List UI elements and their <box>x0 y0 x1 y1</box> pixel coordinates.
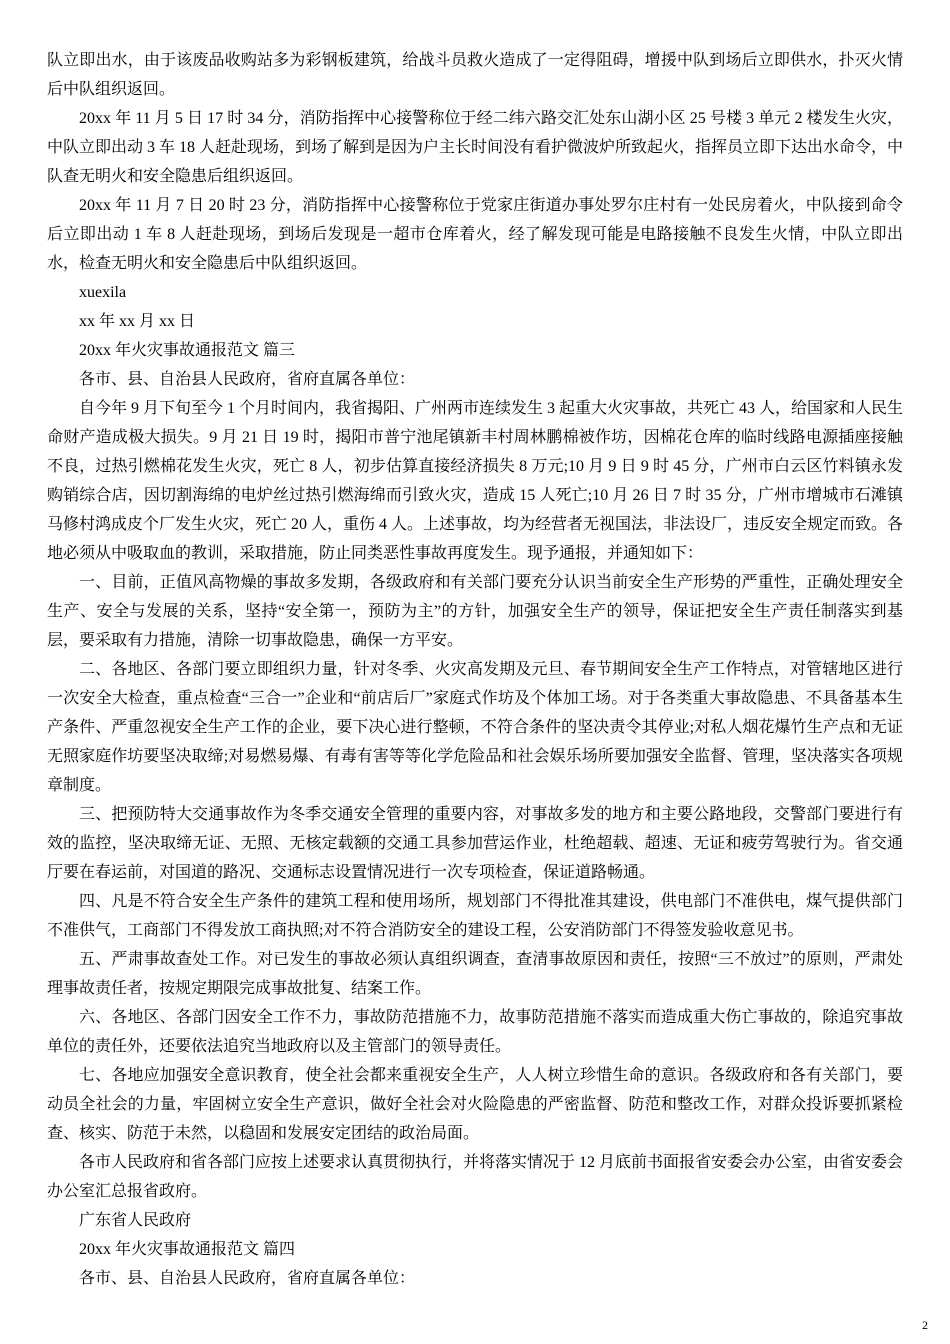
paragraph: 各市人民政府和省各部门应按上述要求认真贯彻执行，并将落实情况于 12 月底前书面报省安委会办公室，由省安委会办公室汇总报省政府。 <box>47 1154 904 1200</box>
paragraph: 20xx 年火灾事故通报范文 篇三 <box>79 342 296 359</box>
paragraph: 20xx 年 11 月 7 日 20 时 23 分，消防指挥中心接警称位于党家庄街道办事处罗尔庄村有一处民房着火，中队接到命令后立即出动 1 车 8 人赶赴现场，到场后发现是一超市仓库着火，经了解发现可能是电路接触不良发生火情，中队立即出水，检查无明火和安全隐患后中队组织返回。 <box>47 197 903 272</box>
paragraph: 六、各地区、各部门因安全工作不力，事故防范措施不力，故事防范措施不落实而造成重大伤亡事故的，除追究事故单位的责任外，还要依法追究当地政府以及主管部门的领导责任。 <box>47 1009 903 1055</box>
paragraph: 一、目前，正值风高物燥的事故多发期，各级政府和有关部门要充分认识当前安全生产形势的严重性，正确处理安全生产、安全与发展的关系，坚持“安全第一，预防为主”的方针，加强安全生产的领导，保证把安全生产责任制落实到基层，要采取有力措施，清除一切事故隐患，确保一方平安。 <box>47 574 903 649</box>
paragraph: 各市、县、自治县人民政府，省府直属各单位： <box>79 1270 416 1287</box>
paragraph: 四、凡是不符合安全生产条件的建筑工程和使用场所，规划部门不得批准其建设，供电部门不准供电，煤气提供部门不准供气，工商部门不得发放工商执照;对不符合消防安全的建设工程，公安消防部门不得签发验收意见书。 <box>47 893 903 939</box>
paragraph: 五、严肃事故查处工作。对已发生的事故必须认真组织调查，查清事故原因和责任，按照“三不放过”的原则，严肃处理事故责任者，按规定期限完成事故批复、结案工作。 <box>47 951 903 997</box>
paragraph: xx 年 xx 月 xx 日 <box>79 313 196 330</box>
paragraph: 各市、县、自治县人民政府，省府直属各单位： <box>79 371 416 388</box>
paragraph: 广东省人民政府 <box>79 1212 192 1229</box>
page-footer <box>922 1318 928 1332</box>
paragraph: 自今年 9 月下旬至今 1 个月时间内，我省揭阳、广州两市连续发生 3 起重大火灾事故，共死亡 43 人，给国家和人民生命财产造成极大损失。9 月 21 日 19 时，揭阳市普宁池尾镇新丰村周林鹏棉被作坊，因棉花仓库的临时线路电源插座接触不良，过热引燃棉花发生火灾，死亡 8 人，初步估算直接经济损失 8 万元;10 月 9 日 9 时 45 分，广州市白云区竹料镇永发购销综合店，因切割海绵的电炉丝过热引燃海绵而引致火灾，造成 15 人死亡;10 月 26 日 7 时 35 分，广州市增城市石滩镇马修村鸿成皮个厂发生火灾，死亡 20 人，重伤 4 人。上述事故，均为经营者无视国法，非法设厂，违反安全规定而致。各地必须从中吸取血的教训，采取措施，防止同类恶性事故再度发生。现予通报，并通知如下： <box>47 400 904 562</box>
paragraph: 七、各地应加强安全意识教育，使全社会都来重视安全生产，人人树立珍惜生命的意识。各级政府和各有关部门，要动员全社会的力量，牢固树立安全生产意识，做好全社会对火险隐患的严密监督、防范和整改工作，对群众投诉要抓紧检查、核实、防范于未然，以稳固和发展安定团结的政治局面。 <box>47 1067 903 1142</box>
paragraph: 队立即出水，由于该废品收购站多为彩钢板建筑，给战斗员救火造成了一定得阻碍，增援中队到场后立即供水，扑灭火情后中队组织返回。 <box>47 52 903 98</box>
paragraph: 三、把预防特大交通事故作为冬季交通安全管理的重要内容，对事故多发的地方和主要公路地段，交警部门要进行有效的监控，坚决取缔无证、无照、无核定载额的交通工具参加营运作业，杜绝超载、超速、无证和疲劳驾驶行为。省交通厅要在春运前，对国道的路况、交通标志设置情况进行一次专项检查，保证道路畅通。 <box>47 806 903 881</box>
paragraph: 20xx 年 11 月 5 日 17 时 34 分，消防指挥中心接警称位于经二纬六路交汇处东山湖小区 25 号楼 3 单元 2 楼发生火灾，中队立即出动 3 车 18 人赶赴现场，到场了解到是因为户主长时间没有看护微波炉所致起火，指挥员立即下达出水命令，中队查无明火和安全隐患后组织返回。 <box>47 110 904 185</box>
page-number: 2 <box>922 1318 928 1332</box>
paragraph: xuexila <box>79 284 127 301</box>
paragraph: 二、各地区、各部门要立即组织力量，针对冬季、火灾高发期及元旦、春节期间安全生产工作特点，对管辖地区进行一次安全大检查，重点检查“三合一”企业和“前店后厂”家庭式作坊及个体加工场。对于各类重大事故隐患、不具备基本生产条件、严重忽视安全生产工作的企业，要下决心进行整顿，不符合条件的坚决责令其停业;对私人烟花爆竹生产点和无证无照家庭作坊要坚决取缔;对易燃易爆、有毒有害等等化学危险品和社会娱乐场所要加强安全监督、管理，坚决落实各项规章制度。 <box>47 661 903 794</box>
document-body <box>47 46 903 1293</box>
paragraph: 20xx 年火灾事故通报范文 篇四 <box>79 1241 296 1258</box>
